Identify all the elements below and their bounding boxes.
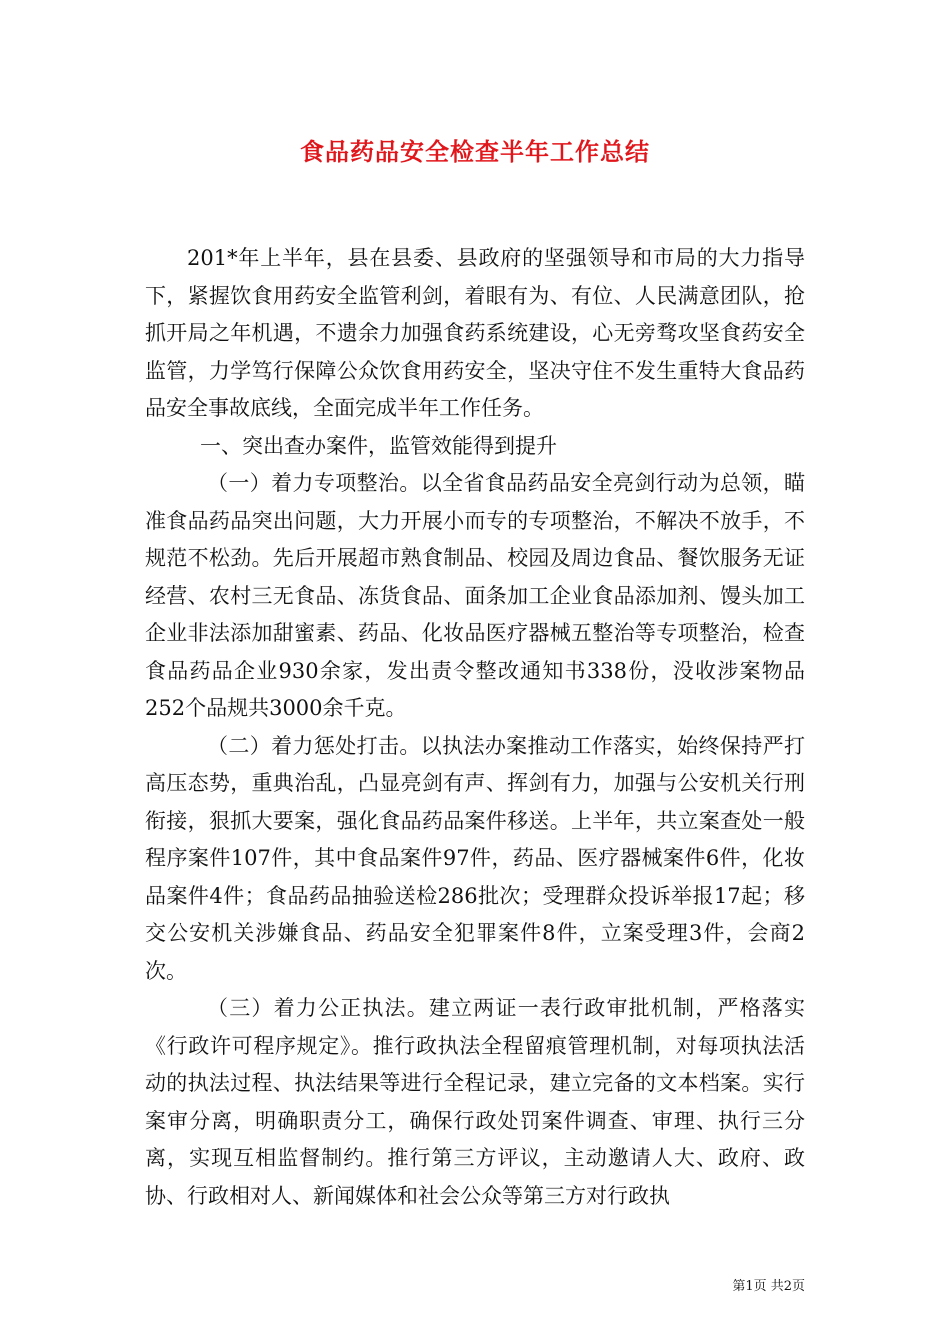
paragraph-punishment: （二）着力惩处打击。以执法办案推动工作落实，始终保持严打高压态势，重典治乱，凸显亮剑有声、挥剑有力，加强与公安机关行刑衔接，狠抓大要案，强化食品药品案件移送。上半年，共立案查处一般程序案件107件，其中食品案件97件，药品、医疗器械案件6件，化妆品案件4件；食品药品抽验送检286批次；受理群众投诉举报17起；移交公安机关涉嫌食品、药品安全犯罪案件8件，立案受理3件，会商2次。 [145,733,805,983]
paragraph-fair-enforcement: （三）着力公正执法。建立两证一表行政审批机制，严格落实《行政许可程序规定》。推行政执法全程留痕管理机制，对每项执法活动的执法过程、执法结果等进行全程记录，建立完备的文本档案。实行案审分离，明确职责分工，确保行政处罚案件调查、审理、执行三分离，实现互相监督制约。推行第三方评议，主动邀请人大、政府、政协、行政相对人、新闻媒体和社会公众等第三方对行政执 [145,996,805,1208]
paragraph-intro: 201*年上半年，县在县委、县政府的坚强领导和市局的大力指导下，紧握饮食用药安全监管利剑，着眼有为、有位、人民满意团队，抢抓开局之年机遇，不遗余力加强食药系统建设，心无旁骛攻坚食药安全监管，力学笃行保障公众饮食用药安全，坚决守住不发生重特大食品药品安全事故底线，全面完成半年工作任务。 [145,246,805,420]
section-heading-1: 一、突出查办案件，监管效能得到提升 [200,433,557,458]
page-number: 第1页 共2页 [732,1279,805,1294]
paragraph-special-rectification: （一）着力专项整治。以全省食品药品安全亮剑行动为总领，瞄准食品药品突出问题，大力开展小而专的专项整治，不解决不放手，不规范不松劲。先后开展超市熟食制品、校园及周边食品、餐饮服务无证经营、农村三无食品、冻货食品、面条加工企业食品添加剂、馒头加工企业非法添加甜蜜素、药品、化妆品医疗器械五整治等专项整治，检查食品药品企业930余家，发出责令整改通知书338份，没收涉案物品252个品规共3000余千克。 [145,471,805,720]
document-body [145,240,805,1215]
document-title: 食品药品安全检查半年工作总结 [300,137,650,166]
